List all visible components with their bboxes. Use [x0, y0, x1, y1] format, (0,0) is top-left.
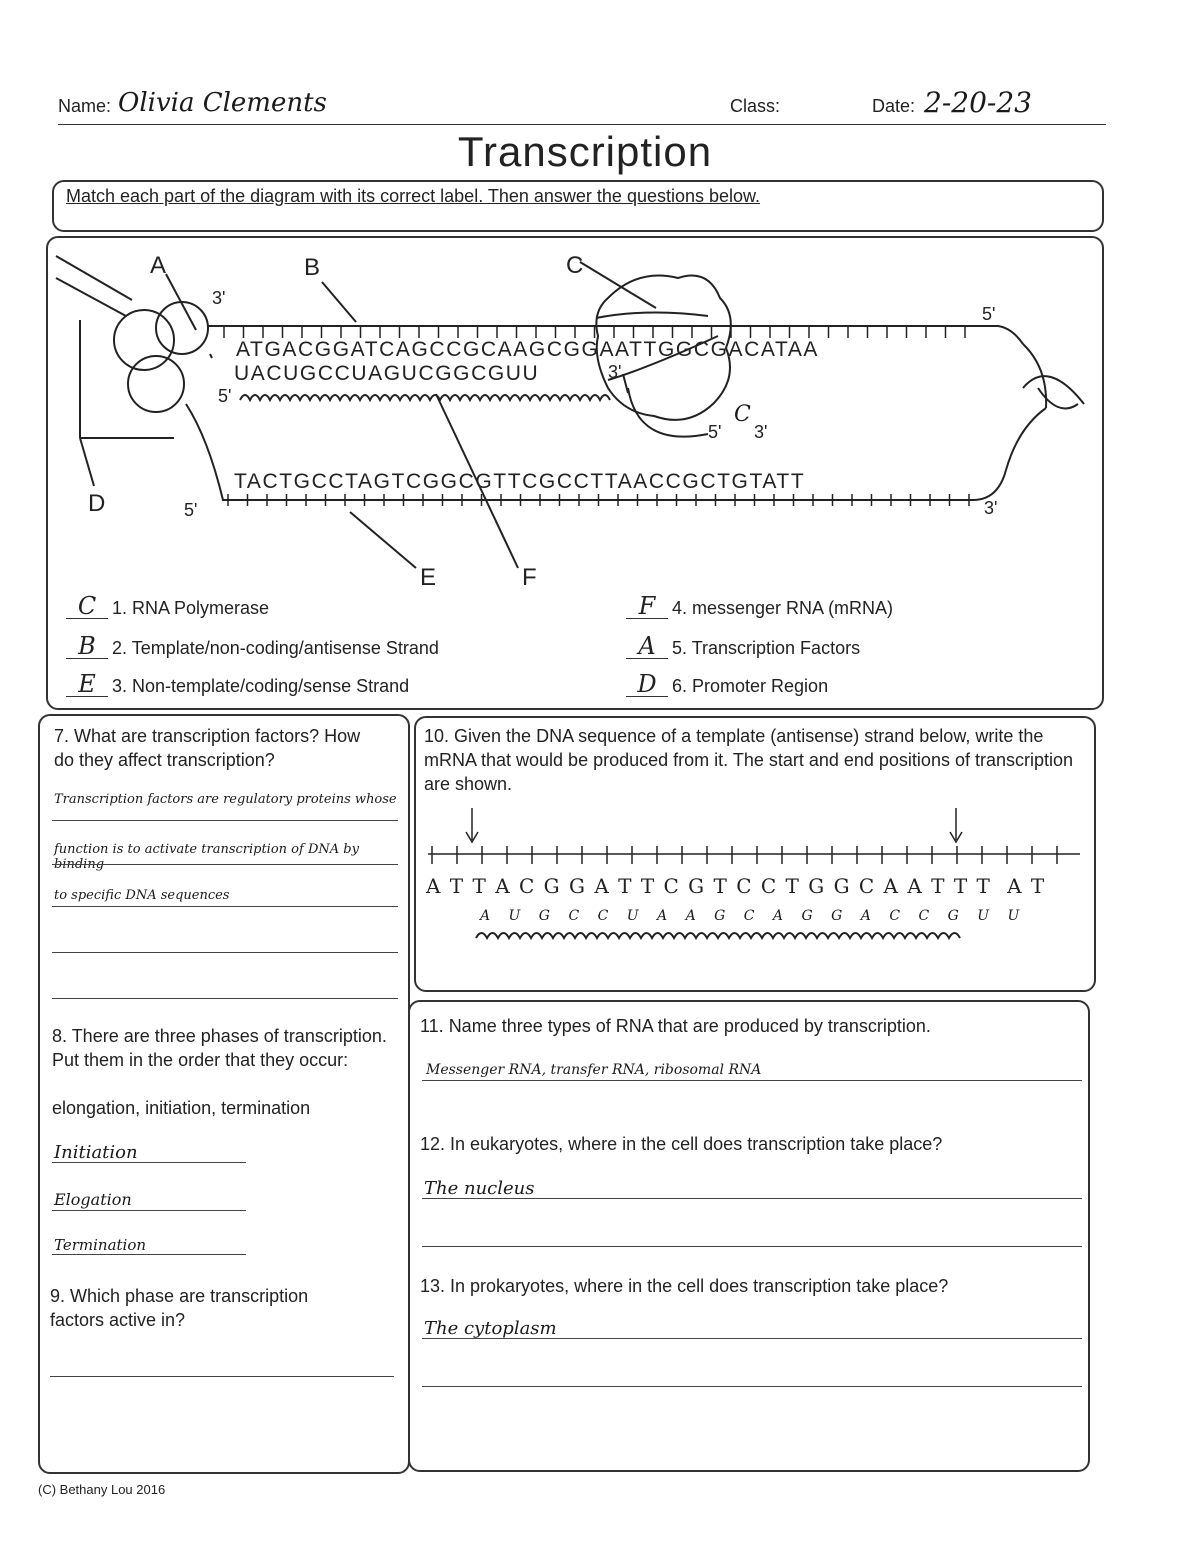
- diagram-letter-d: D: [88, 490, 106, 517]
- q7-answer-line-1[interactable]: Transcription factors are regulatory proteins whose: [54, 792, 397, 807]
- end-label-rna-3: 3': [608, 362, 622, 382]
- template-strand-sequence: TACTGCCTAGTCGGCGTTCGCCTTAACCGCTGTATT: [234, 470, 806, 493]
- diagram-letter-c: C: [566, 252, 584, 279]
- factor-line: [56, 256, 132, 300]
- match-answer[interactable]: B: [66, 634, 108, 659]
- q7-answer-line-3[interactable]: to specific DNA sequences: [54, 888, 230, 903]
- end-label-top-left: 3': [212, 288, 226, 308]
- left-questions-box: [38, 714, 410, 1474]
- match-answer[interactable]: D: [626, 672, 668, 697]
- match-label: 3. Non-template/coding/sense Strand: [112, 676, 410, 696]
- diagram-letter-f: F: [522, 564, 537, 591]
- answer-line: [52, 998, 398, 999]
- end-label-nt-5: 5': [708, 422, 722, 442]
- name-value[interactable]: Olivia Clements: [118, 88, 327, 118]
- page-title: Transcription: [457, 128, 713, 175]
- header: [58, 84, 1106, 125]
- q12-answer[interactable]: The nucleus: [424, 1178, 535, 1199]
- q8-answer-1[interactable]: Initiation: [54, 1142, 138, 1163]
- q10-box: [414, 716, 1096, 992]
- match-item-4[interactable]: [626, 594, 893, 619]
- answer-line: [422, 1246, 1082, 1247]
- q13-question: 13. In prokaryotes, where in the cell does transcription take place?: [420, 1276, 949, 1296]
- diagram-letter-a: A: [150, 252, 167, 279]
- answer-line: [52, 1162, 246, 1163]
- date-value[interactable]: 2-20-23: [924, 86, 1032, 119]
- q8-question: 8. There are three phases of transcription. Put them in the order that they occur:: [52, 1026, 387, 1070]
- answer-line: [422, 1198, 1082, 1199]
- instructions-box: [52, 180, 1104, 232]
- match-answer[interactable]: E: [66, 672, 108, 697]
- match-item-1[interactable]: [66, 594, 269, 619]
- q7-question: 7. What are transcription factors? How do they affect transcription?: [54, 726, 361, 770]
- matching-list: [66, 594, 1086, 706]
- q9-question: 9. Which phase are transcription factors active in?: [50, 1286, 309, 1330]
- q10-mrna-answer[interactable]: A U G C C U A A G C A G G A C C G U U: [480, 908, 1027, 924]
- end-label-rna-5: 5': [218, 386, 232, 406]
- q8-answer-3[interactable]: Termination: [54, 1236, 147, 1254]
- match-answer[interactable]: C: [66, 594, 108, 619]
- q7-answer-line-2[interactable]: function is to activate transcription of DNA by binding: [54, 842, 359, 872]
- answer-line: [52, 1210, 246, 1211]
- diagram-box: [46, 236, 1104, 710]
- coding-strand-sequence: ATGACGGATCAGCCGCAAGCGGAATTGGCGACATAA: [236, 338, 820, 361]
- answer-line: [422, 1386, 1082, 1387]
- end-label-nt-3: 3': [754, 422, 768, 442]
- footer-copyright: (C) Bethany Lou 2016: [38, 1482, 166, 1497]
- handwritten-c: C: [734, 402, 751, 427]
- q12-question: 12. In eukaryotes, where in the cell does transcription take place?: [420, 1134, 943, 1154]
- q13-answer[interactable]: The cytoplasm: [424, 1318, 557, 1339]
- date-label: Date:: [872, 96, 916, 116]
- q11-question: 11. Name three types of RNA that are produced by transcription.: [420, 1016, 931, 1036]
- match-label: 2. Template/non-coding/antisense Strand: [112, 638, 439, 658]
- match-label: 4. messenger RNA (mRNA): [672, 598, 894, 618]
- answer-line: [52, 952, 398, 953]
- name-label: Name:: [58, 96, 112, 116]
- q11-13-box: [408, 1000, 1090, 1472]
- answer-line: [52, 1254, 246, 1255]
- match-label: 5. Transcription Factors: [672, 638, 861, 658]
- q11-answer[interactable]: Messenger RNA, transfer RNA, ribosomal RNA: [426, 1062, 762, 1078]
- match-item-3[interactable]: [66, 672, 409, 697]
- instructions-text: Match each part of the diagram with its correct label. Then answer the questions below.: [66, 186, 761, 206]
- q10-dna-sequence: A T T A C G G A T T C G T C C T G G C A A T T T A T: [426, 874, 1046, 898]
- match-answer[interactable]: A: [626, 634, 668, 659]
- end-label-bottom-right: 3': [984, 498, 998, 518]
- answer-line: [422, 1338, 1082, 1339]
- diagram-letter-e: E: [420, 564, 437, 591]
- rna-strand-sequence: UACUGCCUAGUCGGCGUU: [234, 362, 540, 385]
- q8-answer-2[interactable]: Elogation: [54, 1190, 132, 1209]
- class-label: Class:: [730, 96, 781, 116]
- match-label: 6. Promoter Region: [672, 676, 829, 696]
- answer-line: [50, 1376, 394, 1377]
- answer-line: [52, 906, 398, 907]
- end-label-bottom-left: 5': [184, 500, 198, 520]
- diagram-letter-b: B: [304, 254, 321, 281]
- match-item-6[interactable]: [626, 672, 828, 697]
- match-item-5[interactable]: [626, 634, 860, 659]
- end-label-top-right: 5': [982, 304, 996, 324]
- factor-circle: [114, 310, 174, 370]
- q8-options: elongation, initiation, termination: [52, 1098, 311, 1118]
- answer-line: [52, 864, 398, 865]
- match-label: 1. RNA Polymerase: [112, 598, 270, 618]
- answer-line: [52, 820, 398, 821]
- match-answer[interactable]: F: [626, 594, 668, 619]
- match-item-2[interactable]: [66, 634, 439, 659]
- answer-line: [422, 1080, 1082, 1081]
- q10-question: 10. Given the DNA sequence of a template (antisense) strand below, write the mRNA that would be produced from it. The start and end positions of transcription are shown.: [424, 726, 1074, 794]
